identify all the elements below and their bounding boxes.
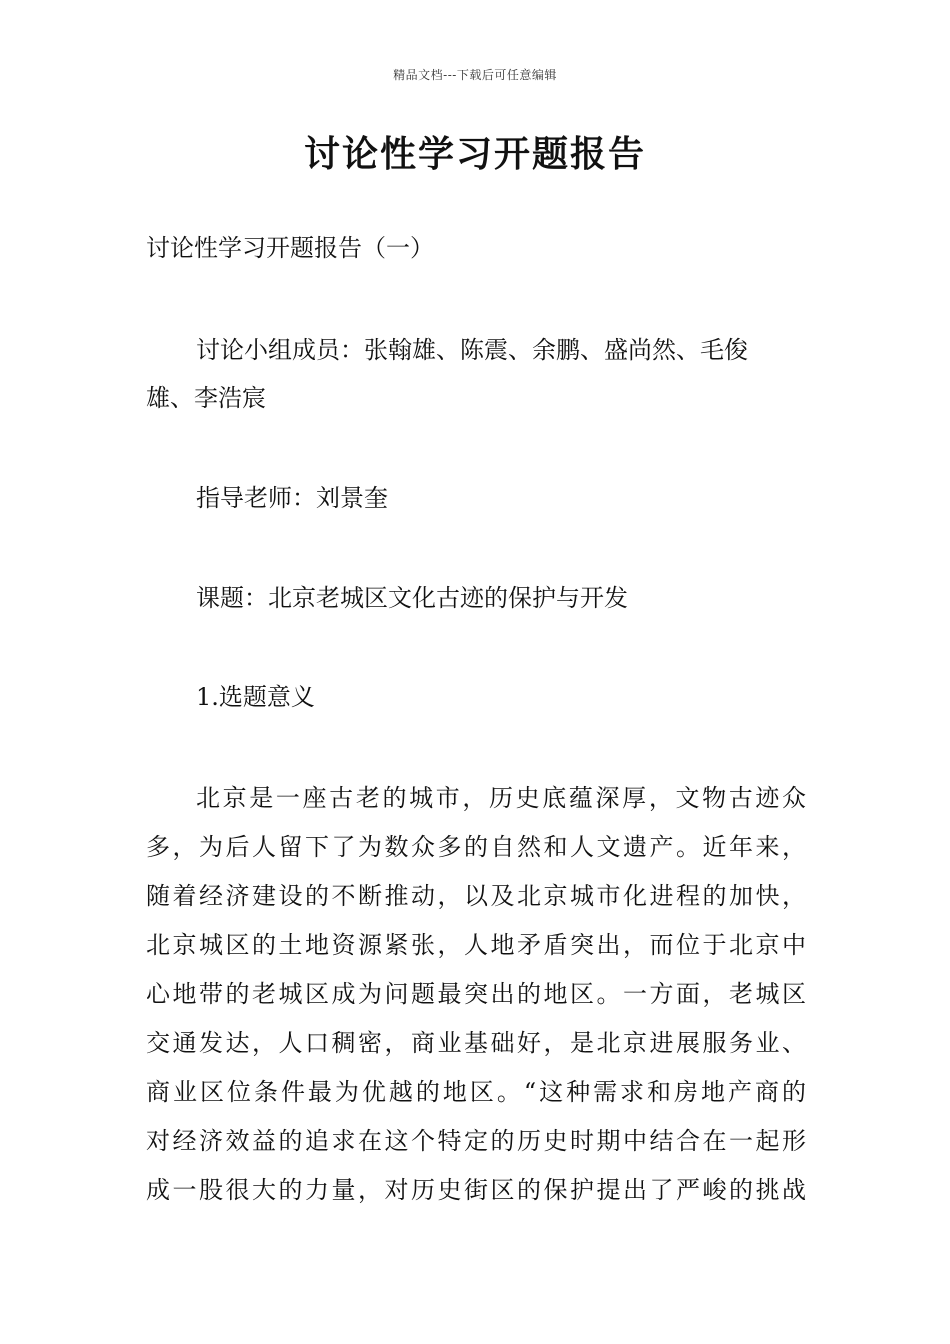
paragraph-line: 交通发达，人口稠密，商业基础好，是北京进展服务业、 [146, 1029, 806, 1057]
topic-line: 课题：北京老城区文化古迹的保护与开发 [196, 584, 628, 612]
paragraph-line: 商业区位条件最为优越的地区。“这种需求和房地产商的 [146, 1078, 806, 1106]
members-line-2: 雄、李浩宸 [146, 384, 266, 412]
advisor-line: 指导老师：刘景奎 [196, 484, 388, 512]
paragraph-line: 北京城区的土地资源紧张，人地矛盾突出，而位于北京中 [146, 931, 806, 959]
paragraph-line: 对经济效益的追求在这个特定的历史时期中结合在一起形 [146, 1127, 806, 1155]
paragraph-line: 心地带的老城区成为问题最突出的地区。一方面，老城区 [146, 980, 806, 1008]
body-paragraph [146, 774, 806, 1215]
paragraph-line: 成一股很大的力量，对历史街区的保护提出了严峻的挑战 [146, 1176, 806, 1204]
paragraph-line: 多，为后人留下了为数众多的自然和人文遗产。近年来， [146, 833, 806, 861]
paragraph-line: 北京是一座古老的城市，历史底蕴深厚，文物古迹众 [196, 784, 806, 812]
report-subtitle: 讨论性学习开题报告（一） [146, 234, 434, 262]
members-line-1: 讨论小组成员：张翰雄、陈震、余鹏、盛尚然、毛俊 [196, 336, 748, 364]
header-note: 精品文档---下载后可任意编辑 [393, 68, 557, 82]
section-heading: 1.选题意义 [196, 683, 315, 711]
paragraph-line: 随着经济建设的不断推动，以及北京城市化进程的加快， [146, 882, 806, 910]
document-title: 讨论性学习开题报告 [303, 133, 646, 175]
